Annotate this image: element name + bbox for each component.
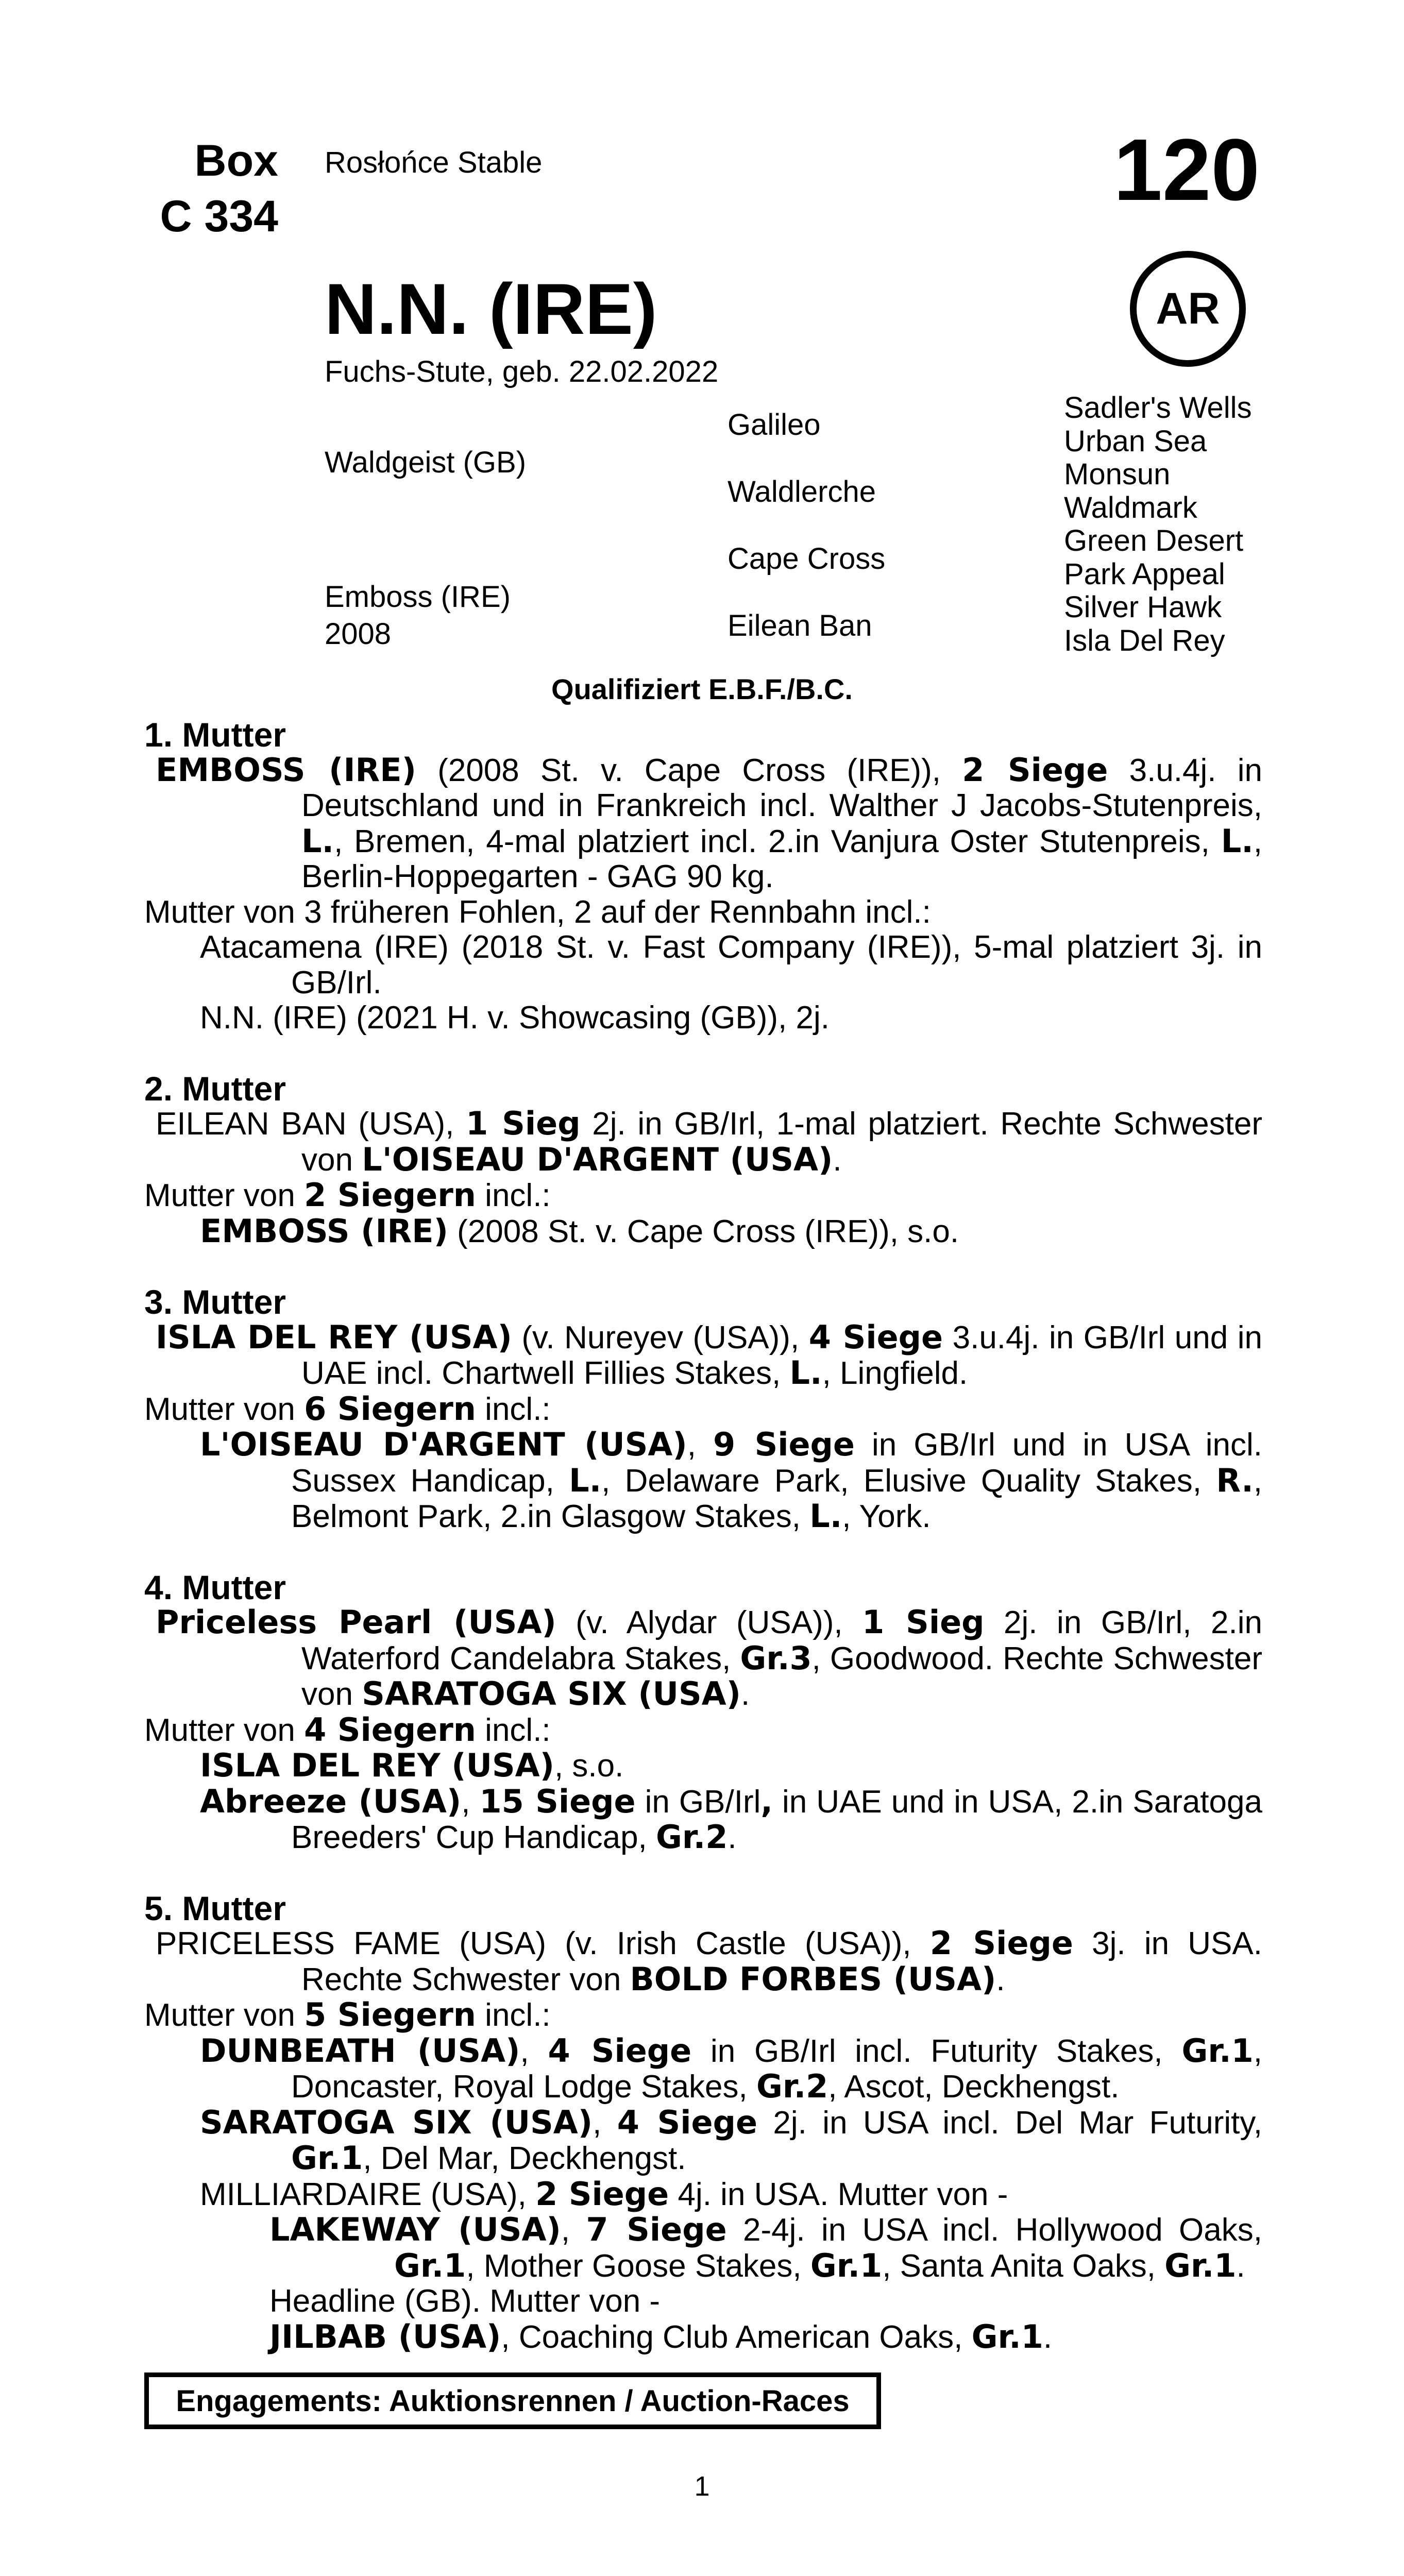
pedigree-ancestor: Sadler's Wells — [1064, 391, 1252, 425]
dam-entry: EMBOSS (IRE) (2008 St. v. Cape Cross (IRE)), 2 Siege 3.u.4j. in Deutschland und in Frankreich incl. Walther J Jacobs-Stutenpreis, L., Bremen, 4-mal platziert incl. 2.in Vanjura Oster Stutenpreis, L., Berlin-Hoppegarten - GAG 90 kg. — [156, 751, 1262, 894]
pedigree-grandparent: Galileo — [728, 408, 821, 442]
produce-entry: N.N. (IRE) (2021 H. v. Showcasing (GB)), 2j. — [200, 1000, 830, 1036]
produce-summary: Mutter von 2 Siegern incl.: — [144, 1176, 551, 1214]
pedigree-dam-year: 2008 — [325, 617, 392, 651]
grandproduce-entry: JILBAB (USA), Coaching Club American Oaks, Gr.1. — [269, 2317, 1053, 2355]
dam-entry: EILEAN BAN (USA), 1 Sieg 2j. in GB/Irl, 1-mal platziert. Rechte Schwester von L'OISEAU D'ARGENT (USA). — [156, 1105, 1263, 1178]
produce-entry: DUNBEATH (USA), 4 Siege in GB/Irl incl. Futurity Stakes, Gr.1, Doncaster, Royal Lodge Stakes, Gr.2, Ascot, Deckhengst. — [200, 2031, 1262, 2105]
pedigree-grandparent: Waldlerche — [728, 475, 876, 509]
horse-name: N.N. (IRE) — [325, 268, 657, 349]
produce-summary: Mutter von 6 Siegern incl.: — [144, 1389, 551, 1428]
section-heading: 2. Mutter — [144, 1069, 286, 1108]
produce-entry: EMBOSS (IRE) (2008 St. v. Cape Cross (IRE)), s.o. — [200, 1212, 959, 1250]
produce-entry: L'OISEAU D'ARGENT (USA), 9 Siege in GB/Irl und in USA incl. Sussex Handicap, L., Delaware Park, Elusive Quality Stakes, R., Belmont Park, 2.in Glasgow Stakes, L., York. — [200, 1426, 1263, 1535]
pedigree-dam: Emboss (IRE) — [325, 580, 511, 614]
produce-entry: ISLA DEL REY (USA), s.o. — [200, 1747, 624, 1784]
pedigree-ancestor: Urban Sea — [1064, 424, 1207, 458]
produce-summary: Mutter von 3 früheren Fohlen, 2 auf der Rennbahn incl.: — [144, 894, 931, 930]
box-code: C 334 — [160, 192, 278, 241]
qualification: Qualifiziert E.B.F./B.C. — [551, 673, 853, 705]
dam-entry: PRICELESS FAME (USA) (v. Irish Castle (USA)), 2 Siege 3j. in USA. Rechte Schwester von BOLD FORBES (USA). — [156, 1924, 1262, 1998]
lot-number: 120 — [1113, 121, 1260, 219]
section-heading: 5. Mutter — [144, 1889, 286, 1927]
produce-summary: Mutter von 5 Siegern incl.: — [144, 1996, 551, 2033]
pedigree-ancestor: Park Appeal — [1064, 557, 1225, 591]
box-number — [124, 133, 278, 244]
pedigree-sire: Waldgeist (GB) — [325, 446, 527, 479]
pedigree-ancestor: Waldmark — [1064, 490, 1197, 524]
dam-entry: ISLA DEL REY (USA) (v. Nureyev (USA)), 4 Siege 3.u.4j. in GB/Irl und in UAE incl. Chartwell Fillies Stakes, L., Lingfield. — [156, 1318, 1262, 1392]
horse-details: Fuchs-Stute, geb. 22.02.2022 — [325, 355, 719, 388]
engagements-box: Engagements: Auktionsrennen / Auction-Races — [144, 2372, 881, 2429]
produce-entry: Abreeze (USA), 15 Siege in GB/Irl, in UAE und in USA, 2.in Saratoga Breeders' Cup Handicap, Gr.2. — [200, 1782, 1262, 1856]
section-heading: 3. Mutter — [144, 1283, 286, 1321]
pedigree-ancestor: Monsun — [1064, 457, 1171, 491]
female-family — [144, 717, 1262, 2355]
stable-name: Rosłońce Stable — [325, 146, 543, 179]
section-heading: 1. Mutter — [144, 716, 286, 754]
produce-entry: SARATOGA SIX (USA), 4 Siege 2j. in USA incl. Del Mar Futurity, Gr.1, Del Mar, Deckhengst. — [200, 2103, 1262, 2177]
produce-entry: Headline (GB). Mutter von - — [269, 2283, 661, 2319]
page-number: 1 — [694, 2471, 710, 2502]
ar-badge: AR — [1130, 251, 1246, 367]
pedigree-great-grandparents — [1064, 392, 1252, 657]
dam-entry: Priceless Pearl (USA) (v. Alydar (USA)), 1 Sieg 2j. in GB/Irl, 2.in Waterford Candelabra Stakes, Gr.3, Goodwood. Rechte Schwester von SARATOGA SIX (USA). — [156, 1603, 1263, 1713]
pedigree-grandparent: Cape Cross — [728, 542, 886, 575]
produce-summary: Mutter von 4 Siegern incl.: — [144, 1710, 551, 1749]
produce-entry: MILLIARDAIRE (USA), 2 Siege 4j. in USA. Mutter von - — [200, 2175, 1008, 2213]
box-label-text: Box — [194, 136, 278, 185]
produce-entry: Atacamena (IRE) (2018 St. v. Fast Company (IRE)), 5-mal platziert 3j. in GB/Irl. — [200, 929, 1262, 1001]
pedigree-ancestor: Green Desert — [1064, 524, 1244, 557]
section-heading: 4. Mutter — [144, 1568, 286, 1606]
pedigree-ancestor: Silver Hawk — [1064, 590, 1222, 624]
pedigree-grandparent: Eilean Ban — [728, 609, 872, 642]
pedigree-ancestor: Isla Del Rey — [1064, 623, 1225, 657]
grandproduce-entry: LAKEWAY (USA), 7 Siege 2-4j. in USA incl. Hollywood Oaks, Gr.1, Mother Goose Stakes, Gr.1, Santa Anita Oaks, Gr.1. — [269, 2211, 1262, 2284]
